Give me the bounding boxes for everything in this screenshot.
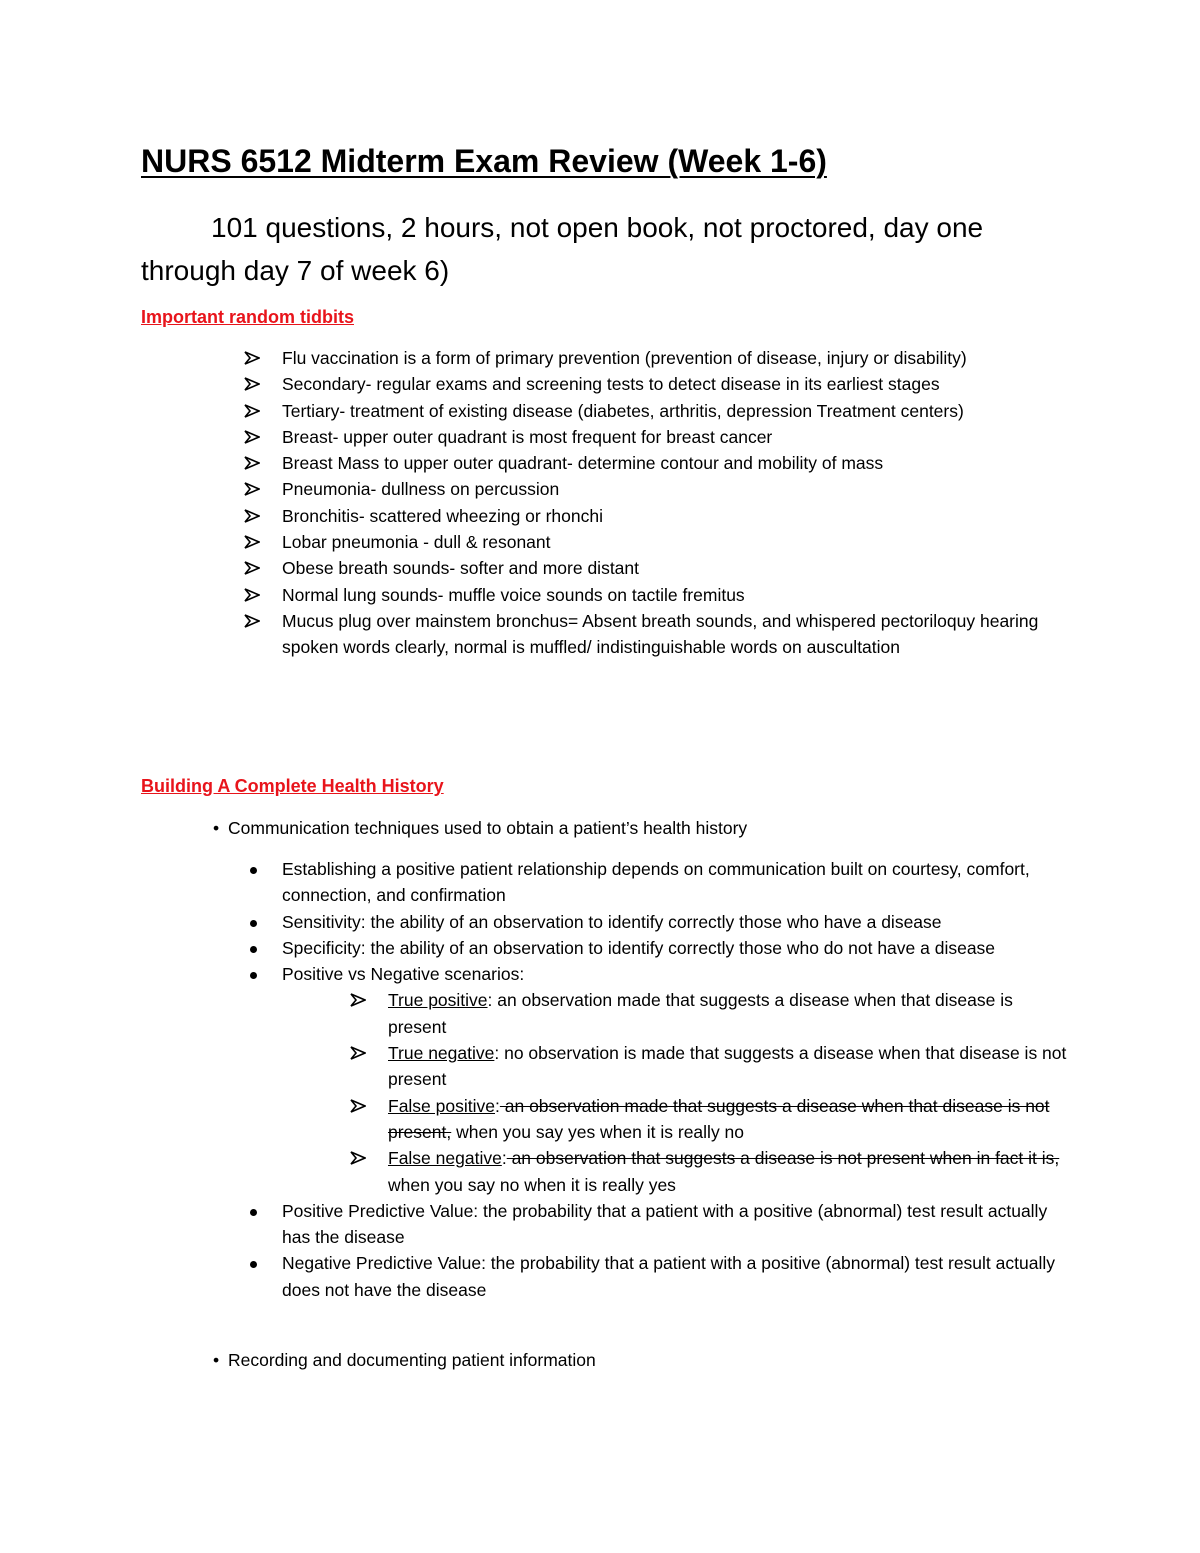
arrow-bullet-icon <box>244 608 262 634</box>
scenario-item: False negative: an observation that suggests a disease is not present when in fact it is, when you say no when it is really yes <box>346 1145 1070 1198</box>
list-item: Tertiary- treatment of existing disease (diabetes, arthritis, depression Treatment centers) <box>240 398 1070 424</box>
section-heading-health-history: Building A Complete Health History <box>141 776 444 796</box>
list-item: Normal lung sounds- muffle voice sounds on tactile fremitus <box>240 582 1070 608</box>
bullet-dot-icon <box>250 946 257 953</box>
bullet-dot-icon <box>250 920 257 927</box>
scenario-term: True negative <box>388 1043 495 1064</box>
arrow-bullet-icon <box>244 582 262 608</box>
arrow-bullet-icon <box>244 503 262 529</box>
bullet-dot-icon <box>250 972 257 979</box>
list-item: Mucus plug over mainstem bronchus= Absent breath sounds, and whispered pectoriloquy hearing spoken words clearly, normal is muffled/ indistinguishable words on auscultation <box>240 608 1070 661</box>
arrow-bullet-icon <box>244 345 262 371</box>
arrow-bullet-icon <box>350 987 368 1013</box>
tidbits-list <box>240 345 1070 661</box>
bullet-dot-icon <box>250 1209 257 1216</box>
arrow-bullet-icon <box>244 476 262 502</box>
scenario-item: True negative: no observation is made that suggests a disease when that disease is not present <box>346 1040 1070 1093</box>
exam-details: 101 questions, 2 hours, not open book, not proctored, day one through day 7 of week 6) <box>141 212 984 286</box>
arrow-bullet-icon <box>244 450 262 476</box>
bullet-dot-icon <box>250 1261 257 1268</box>
history-bullet-list <box>240 856 1070 1303</box>
arrow-bullet-icon <box>244 555 262 581</box>
arrow-bullet-icon <box>244 398 262 424</box>
section-heading-tidbits: Important random tidbits <box>141 307 354 327</box>
scenario-list <box>346 987 1070 1197</box>
list-item: Secondary- regular exams and screening tests to detect disease in its earliest stages <box>240 371 1070 397</box>
list-item: Establishing a positive patient relationship depends on communication built on courtesy, comfort, connection, and confirmation <box>240 856 1070 909</box>
arrow-bullet-icon <box>244 371 262 397</box>
list-item: Bronchitis- scattered wheezing or rhonchi <box>240 503 1070 529</box>
scenario-item: False positive: an observation made that suggests a disease when that disease is not present, when you say yes when it is really no <box>346 1093 1070 1146</box>
list-item: Positive Predictive Value: the probability that a patient with a positive (abnormal) test result actually has the disease <box>240 1198 1070 1251</box>
list-item: Positive vs Negative scenarios: True positive: an observation made that suggests a disease when that disease is present True negative: no observation is made that suggests a disease when that disease is not present False positive: an observation made that suggests a disease when that disease is not present, when you say yes when it is really no False negative: an observation that suggests a disease is not present when in fact it is, when you say no when it is really yes <box>240 961 1070 1198</box>
bullet-dot-icon: • <box>213 1350 220 1370</box>
struck-text: an observation that suggests a disease is not present when in fact it is, <box>506 1148 1060 1169</box>
scenario-term: False negative <box>388 1148 502 1169</box>
topic-communication: • Communication techniques used to obtain a patient’s health history <box>213 815 747 841</box>
list-item: Obese breath sounds- softer and more distant <box>240 555 1070 581</box>
list-item: Lobar pneumonia - dull & resonant <box>240 529 1070 555</box>
bullet-dot-icon <box>250 867 257 874</box>
page-title: NURS 6512 Midterm Exam Review (Week 1-6) <box>141 143 827 179</box>
struck-text: an observation made that suggests a disease when that disease is not present, <box>388 1095 1050 1142</box>
arrow-bullet-icon <box>244 529 262 555</box>
list-item: Pneumonia- dullness on percussion <box>240 476 1070 502</box>
list-item: Negative Predictive Value: the probability that a patient with a positive (abnormal) test result actually does not have the disease <box>240 1250 1070 1303</box>
scenario-item: True positive: an observation made that suggests a disease when that disease is present <box>346 987 1070 1040</box>
list-item: Breast- upper outer quadrant is most frequent for breast cancer <box>240 424 1070 450</box>
list-item: Breast Mass to upper outer quadrant- determine contour and mobility of mass <box>240 450 1070 476</box>
scenario-term: False positive <box>388 1095 495 1116</box>
arrow-bullet-icon <box>350 1145 368 1171</box>
list-item: Specificity: the ability of an observation to identify correctly those who do not have a disease <box>240 935 1070 961</box>
arrow-bullet-icon <box>350 1040 368 1066</box>
arrow-bullet-icon <box>244 424 262 450</box>
scenario-term: True positive <box>388 990 488 1011</box>
list-item: Sensitivity: the ability of an observation to identify correctly those who have a disease <box>240 909 1070 935</box>
arrow-bullet-icon <box>350 1093 368 1119</box>
topic-recording: • Recording and documenting patient information <box>213 1347 596 1373</box>
list-item: Flu vaccination is a form of primary prevention (prevention of disease, injury or disability) <box>240 345 1070 371</box>
bullet-dot-icon: • <box>213 818 220 838</box>
